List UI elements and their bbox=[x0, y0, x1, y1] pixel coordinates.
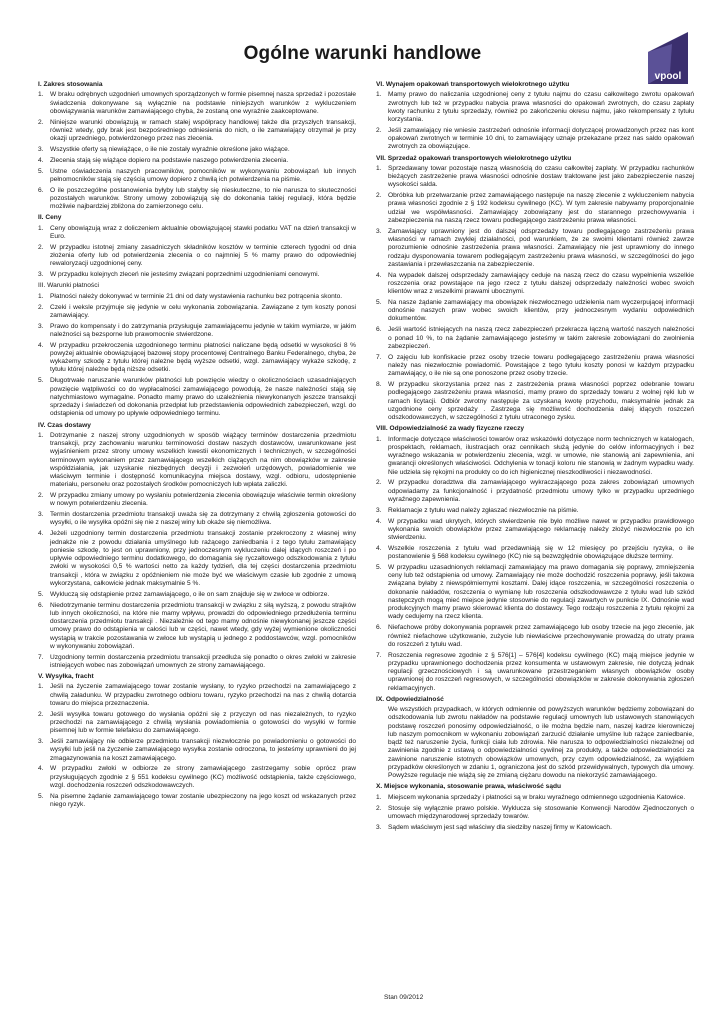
clause-number: 1. bbox=[376, 793, 382, 801]
clause-number: 7. bbox=[376, 651, 382, 659]
clause-number: 3. bbox=[38, 511, 44, 519]
section bbox=[376, 783, 694, 831]
clause-text: W przypadku doradztwa dla zamawiającego wykraczającego poza zakres zobowiązań umownych odpowiadamy za funkcjonalność i przydatność przedmiotu umowy tylko w przypadku uprzedniego wyraźnego zapewnienia. bbox=[388, 479, 694, 503]
clause-item bbox=[38, 157, 356, 165]
clause-text: Miejscem wykonania sprzedaży i płatności są w braku wyraźnego odmiennego uzgodnienia Katowice. bbox=[388, 793, 686, 801]
clause-item bbox=[376, 564, 694, 622]
section bbox=[38, 214, 356, 279]
section bbox=[376, 81, 694, 152]
clause-text: Prawo do kompensaty i do zatrzymania przysługuje zamawiającemu jedynie w takim wymiarze, w jakim należności są bezsporne lub prawomocnie stwierdzone. bbox=[50, 322, 356, 338]
clause-text: Na nasze żądanie zamawiający ma obowiązek niezwłocznego udzielenia nam wyczerpującej informacji odnośnie naszych praw wobec swoich klientów, przy jednoczesnym wydaniu odpowiednich dokumentów. bbox=[388, 298, 694, 323]
clause-text: Sprzedawany towar pozostaje naszą własnością do czasu całkowitej zapłaty. W przypadku rachunków bieżących zastrzeżenie prawa własności odnośnie dostaw traktowane jest jako zabezpieczenie naszej wysokości salda. bbox=[388, 164, 694, 189]
clause-item bbox=[376, 192, 694, 225]
section-title: IV. Czas dostawy bbox=[38, 421, 91, 429]
clause-text: Jeśli zamawiający nie wniesie zastrzeżeń odnośnie informacji dotyczącej prowadzonych przez nas kont opakowań zwrotnych w terminie 10 dni, to zamawiający uznaje przekazane przez nas saldo opakowań zwrotnych za obowiązujące. bbox=[388, 126, 694, 151]
clause-number: 3. bbox=[376, 227, 382, 235]
clause-item bbox=[376, 518, 694, 543]
clause-item bbox=[376, 326, 694, 351]
section bbox=[376, 425, 694, 693]
clause-text: Długotrwałe naruszanie warunków płatności lub powzięcie wiedzy o okolicznościach uzasadniających powzięcie wątpliwości co do wypłacalności zamawiającego powodują, że nasze należności stają się natychmiastowo wymagalne. Ponadto mamy prawo do uzależnienia niewykonanych jeszcze transakcji sprzedaży i świadczeń od dokonania przedpłat lub przedstawienia odpowiednich zabezpieczeń, wzgl. do odstąpienia od umowy po upływie odpowiedniego terminu. bbox=[50, 377, 356, 418]
clause-text: Wszystkie oferty są niewiążące, o ile nie zostały wyraźnie określone jako wiążące. bbox=[50, 145, 290, 153]
clause-text: W przypadku skorzystania przez nas z zastrzeżenia prawa własności poprzez odebranie towaru podlegającego zastrzeżeniu prawa własności, mamy prawo do sprzedaży towaru z wolnej ręki lub w ramach licytacji. Odbiór zwrotny następuje za uzyskaną kwotę przychodu, maksymalnie jednak za uzgodnione ceny sprzedaży . Zastrzega się możliwość dochodzenia dalej idących roszczeń odszkodowawczych, w szczególności z tytułu utraconego zysku. bbox=[388, 381, 694, 421]
clause-number: 2. bbox=[376, 192, 382, 200]
clause-number: 4. bbox=[38, 765, 44, 773]
clause-text: Zlecenia stają się wiążące dopiero na podstawie naszego potwierdzenia zlecenia. bbox=[50, 156, 289, 164]
clause-item bbox=[38, 654, 356, 671]
clause-text: W przypadku uzasadnionych reklamacji zamawiający ma prawo domagania się poprawy, zmniejszenia ceny lub też odstąpienia od umowy. Zamawiający nie może dochodzić roszczenia poprawy, jeśli takowa związana byłaby z niewspółmiernymi kosztami. Dalej idące roszczenia, w szczególności roszczenia o dokonanie nakładów, roszczenia o wymianę lub roszczenia odszkodowawcze z tytułu wad lub szkód następczych mogą mieć miejsce jedynie stosownie do regulacji zawartych w punkcie IX. Odnośnie wad produkcyjnych mamy prawo skierować klienta do dostawcy. Tego rodzaju roszczenia z tytułu rękojmi za wady cedujemy na rzecz klienta. bbox=[388, 563, 694, 621]
clause-number: 7. bbox=[376, 353, 382, 361]
clause-number: 2. bbox=[38, 118, 44, 126]
clause-text: O zajęciu lub konfiskacie przez osoby trzecie towaru podlegającego zastrzeżeniu prawa własności należy nas niezwłocznie powiadomić. Powstające z tego tytułu koszty ponosi w każdym przypadku zamawiający, o ile nie są one ponoszone przez osoby trzecie. bbox=[388, 353, 694, 378]
clause-text: Stosuje się wyłącznie prawo polskie. Wyklucza się stosowanie Konwencji Narodów Zjednoczonych o umowach międzynarodowej sprzedaży towarów. bbox=[388, 804, 694, 820]
clause-number: 7. bbox=[38, 653, 44, 661]
clause-number: 1. bbox=[38, 224, 44, 232]
clause-text: Termin dostarczenia przedmiotu transakcji uważa się za dotrzymany z chwilą zgłoszenia gotowości do wysyłki, o ile wysyłka opóźni się nie z naszej winy lub okaże się niemożliwa. bbox=[50, 511, 356, 527]
clause-number: 2. bbox=[38, 243, 44, 251]
clause-item bbox=[376, 652, 694, 693]
clause-number: 2. bbox=[376, 126, 382, 134]
clause-item bbox=[38, 765, 356, 790]
clause-number: 2. bbox=[38, 710, 44, 718]
clause-number: 2. bbox=[38, 303, 44, 311]
clause-text: W przypadku zwłoki w odbiorze ze strony zamawiającego zastrzegamy sobie oprócz praw przysługujących zgodnie z § 551 kodeksu cywilnego (KC) możliwość odstąpienia, także częściowego, wzgl. dochodzenia roszczeń odszkodowawczych. bbox=[50, 765, 356, 789]
logo-text: vpool bbox=[654, 71, 682, 82]
clause-text: Reklamacje z tytułu wad należy zgłaszać niezwłocznie na piśmie. bbox=[388, 506, 579, 514]
clause-number: 1. bbox=[376, 164, 382, 172]
clause-item bbox=[38, 711, 356, 736]
clause-item bbox=[376, 436, 694, 477]
clause-text: Obróbka lub przetwarzanie przez zamawiającego następuje na naszę zlecenie z wykluczeniem nabycia prawa własności zgodnie z § 192 kodeksu cywilnego (KC). W tym zakresie nabywamy proporcjonalnie udział we współwłasności. Zamawiający zobowiązany jest do starannego przechowywania i zabezpieczenia na naszą rzecz towaru podlegającego zastrzeżeniu prawa własności. bbox=[388, 192, 694, 224]
clause-text: Dotrzymanie z naszej strony uzgodnionych w sposób wiążący terminów dostarczenia przedmiotu transakcji, przy zachowaniu warunku terminowości dostaw naszych dostawców, uwarunkowane jest wyjaśnieniem przez strony umowy wszelkich kwestii ekonomicznych i technicznych, w szczególności terminowym wykonaniem przez zamawiającego wszelkich ciążących na nim obowiązków w zakresie współdziałania, jak uzyskanie niezbędnych decyzji i zezwoleń urzędowych, powiadomienie we właściwym terminie i dostępność komunikacyjna miejsca dostawy, wzgl. odbioru, udostępnienie materiału, personelu oraz pozostałych środków pomocniczych lub wpłata zaliczki. bbox=[50, 431, 356, 489]
clause-text: W braku odrębnych uzgodnień umownych sporządzonych w formie pisemnej nasza sprzedaż i pozostałe świadczenia dokonywane są wyłącznie na podstawie niniejszych warunków z wykluczeniem obowiązywania warunków zamawiającego chyba, że zostaną one wyraźnie zaakceptowane. bbox=[50, 91, 356, 115]
clause-text: Na wypadek dalszej odsprzedaży zamawiający ceduje na naszą rzecz do czasu wypełnienia wszelkie roszczenia oraz powstające na jego rzecz z tytułu dalszej odsprzedaży należności wobec swoich klientów wraz z wszelkimi prawami ubocznymi. bbox=[388, 271, 694, 296]
section bbox=[38, 422, 356, 671]
clause-text: W przypadku zmiany umowy po wysłaniu potwierdzenia zlecenia obowiązuje właściwie termin określony w nowym potwierdzeniu zlecenia. bbox=[50, 492, 356, 508]
clause-text: W przypadku wad ukrytych, których stwierdzenie nie było możliwe nawet w przypadku prawidłowego wykonania swoich obowiązków przez zamawiającego reklamację należy złożyć niezwłocznie po ich stwierdzeniu. bbox=[388, 517, 694, 542]
clause-item bbox=[38, 342, 356, 375]
clause-item bbox=[38, 377, 356, 418]
clause-item bbox=[376, 824, 694, 832]
clause-item bbox=[376, 299, 694, 324]
clause-text: Mamy prawo do naliczania uzgodnionej ceny z tytułu najmu do czasu całkowitego zwrotu opakowań zwrotnych lub też w przypadku nabycia prawa własności do opakowań zwrotnych, do czasu zapłaty kwoty rachunku z tytułu sprzedaży, również po zakończeniu okresu najmu, jako rekompensaty z tytułu korzystania. bbox=[388, 91, 694, 123]
clause-paragraph: We wszystkich przypadkach, w których odmiennie od powyższych warunków będziemy zobowiązani do odszkodowania lub zwrotu nakładów na podstawie regulacji umownych lub ustawowych stanowiących podstawę roszczeń ponosimy odpowiedzialność, o ile można będzie nam, naszej kadrze kierowniczej lub naszym pomocnikom w wykonaniu zobowiązań zarzucić działanie umyślne lub rażące zaniedbanie, bądź też naruszenie życia, funkcji ciała lub zdrowia. Nie narusza to odpowiedzialności niezależnej od zawinienia zgodnie z ustawą o odpowiedzialności cywilnej za produkty, a także odpowiedzialności za zawinione naruszenie istotnych obowiązków umownych, przy czym odpowiedzialność, za wyjątkiem przypadków określonych w zdaniu 1, ograniczona jest do szkód przewidywalnych, typowych dla umowy. Powyższe regulacje nie wiążą się ze zmianą ciężaru dowodu na niekorzyść zamawiającego. bbox=[388, 706, 694, 780]
clause-number: 4. bbox=[38, 341, 44, 349]
clause-item bbox=[38, 591, 356, 599]
clause-item bbox=[376, 165, 694, 190]
clause-item bbox=[38, 187, 356, 212]
clause-item bbox=[38, 119, 356, 144]
clause-item bbox=[38, 293, 356, 301]
clause-text: Jeżeli uzgodniony termin dostarczenia przedmiotu transakcji zostanie przekroczony z własnej winy jednakże nie z powodu działania umyślnego lub rażącego zaniedbania i z tego tytułu zamawiający poniesie szkodę, to jest on uprawniony, przy jednoczesnym wykluczeniu dalej idących roszczeń i po upływie odpowiedniego terminu dodatkowego, do domagania się ryczałtowego odszkodowania z tytułu zwłoki w wysokości 0,5 % wartości netto za każdy tydzień, dla tej części dostarczenia przedmiotu transakcji , która w związku z opóźnieniem nie może być we właściwym czasie lub zgodnie z umową wykorzystana, całkowicie jednak maksymalnie 5 %. bbox=[50, 530, 356, 587]
clause-text: Jeśli na życzenie zamawiającego towar zostanie wysłany, to ryzyko przechodzi na zamawiającego z chwilą załadunku. W przypadku zwrotnego odbioru towaru, ryzyko przechodzi na nas z chwilą dotarcia towaru do miejsca przeznaczenia. bbox=[50, 683, 356, 707]
clause-item bbox=[38, 323, 356, 340]
clause-item bbox=[376, 479, 694, 504]
clause-item bbox=[376, 794, 694, 802]
clause-item bbox=[38, 168, 356, 185]
clause-text: Zamawiający uprawniony jest do dalszej odsprzedaży towaru podlegającego zastrzeżeniu prawa własności w ramach zwykłej działalności, pod warunkiem, że ze swoimi klientami również zawrze porozumienie odnośnie zastrzeżenia prawa własności. Zamawiający nie jest uprawniony do innego rodzaju dysponowania towarem podlegającym zastrzeżeniu prawa własności, w szczególności do jego zastawiania i przewłaszczania na zabezpieczenie. bbox=[388, 227, 694, 268]
clause-item bbox=[38, 432, 356, 490]
clause-number: 1. bbox=[38, 683, 44, 691]
clause-text: Niedotrzymanie terminu dostarczenia przedmiotu transakcji w związku z siłą wyższą, z powodu strajków lub innych okoliczności, na które nie mamy wpływu, prowadzi do odpowiedniego przedłużenia terminu dostarczenia przedmiotu transakcji . Niezależnie od tego mamy odnośnie niewykonanej jeszcze części umowy prawo do odstąpienia w całości lub w części, nawet wtedy, gdy wyżej wymienione okoliczności wystąpią w trakcie pozostawania w zwłoce lub wystąpią u jednego z poddostawców, wzgl. pomocników w wykonywaniu zobowiązań. bbox=[50, 601, 356, 650]
clause-item bbox=[38, 793, 356, 810]
clause-number: 6. bbox=[376, 624, 382, 632]
clause-text: W przypadku kolejnych zleceń nie jesteśmy związani poprzednimi uzgodnieniami cenowymi. bbox=[50, 271, 320, 279]
clause-item bbox=[376, 545, 694, 562]
left-column bbox=[38, 81, 356, 812]
clause-number: 6. bbox=[38, 601, 44, 609]
clause-number: 4. bbox=[376, 517, 382, 525]
section-title: VIII. Odpowiedzialność za wady fizyczne rzeczy bbox=[376, 425, 525, 433]
section-title: II. Ceny bbox=[38, 214, 62, 222]
clause-item bbox=[38, 602, 356, 652]
right-column bbox=[376, 81, 694, 835]
clause-text: Sądem właściwym jest sąd właściwy dla siedziby naszej firmy w Katowicach. bbox=[388, 823, 612, 831]
clause-number: 5. bbox=[376, 298, 382, 306]
clause-number: 3. bbox=[38, 271, 44, 279]
clause-item bbox=[38, 304, 356, 321]
clause-number: 2. bbox=[376, 479, 382, 487]
section bbox=[376, 696, 694, 781]
section bbox=[38, 282, 356, 418]
clause-text: Wszelkie roszczenia z tytułu wad przedawniają się w 12 miesięcy po przejściu ryzyka, o ile postanowienie § 568 kodeksu cywilnego (KC) nie są bezwzględnie obowiązujące dłuższe terminy. bbox=[388, 544, 694, 561]
section bbox=[38, 673, 356, 809]
clause-item bbox=[38, 738, 356, 763]
section bbox=[376, 155, 694, 423]
section-title: IX. Odpowiedzialność bbox=[376, 695, 444, 703]
page-title: Ogólne warunki handlowe bbox=[243, 43, 482, 64]
clause-text: Niefachowe próby dokonywania poprawek przez zamawiającego lub osoby trzecie na jego zlecenie, jak również niefachowe użytkowanie, zużycie lub niewłaściwe przechowywanie prowadzą do utraty prawa do roszczeń z tytułu wad. bbox=[388, 624, 694, 648]
clause-text: Roszczenia regresowe zgodnie z § 576[1] – 576[4] kodeksu cywilnego (KC) mają miejsce jedynie w przypadku uprawnionego dochodzenia przez konsumenta w ustawowym zakresie, nie dotyczą jednak regulacji grzecznościowych i są uwarunkowane przestrzeganiem własnych obowiązków osoby uprawnionej do roszczeń regresowych, w szczególności obowiązków w zakresie dokonywania zgłoszeń reklamacyjnych. bbox=[388, 651, 694, 692]
clause-number: 1. bbox=[38, 431, 44, 439]
clause-number: 1. bbox=[38, 292, 44, 300]
clause-text: Jeśli zamawiający nie odbierze przedmiotu transakcji niezwłocznie po powiadomieniu o gotowości do wysyłki lub jeśli na życzenie zamawiającego wysyłka zostanie odroczona, to jesteśmy uprawnieni do jej zmagazynowania na koszt zamawiającego. bbox=[50, 738, 356, 762]
clause-item bbox=[38, 511, 356, 528]
clause-text: Wykluczą się odstąpienie przez zamawiającego, o ile on sam znajduje się w zwłoce w odbiorze. bbox=[50, 590, 330, 598]
clause-number: 1. bbox=[38, 91, 44, 99]
section-title: VI. Wynajem opakowań transportowych wielokrotnego użytku bbox=[376, 81, 570, 88]
clause-item bbox=[38, 271, 356, 279]
clause-number: 3. bbox=[38, 322, 44, 330]
clause-text: Płatności należy dokonywać w terminie 21 dni od daty wystawienia rachunku bez potrącenia skonto. bbox=[50, 292, 343, 300]
clause-number: 4. bbox=[38, 530, 44, 538]
version-footer: Stan 09/2012 bbox=[384, 994, 424, 1001]
clause-number: 5. bbox=[38, 377, 44, 385]
clause-item bbox=[376, 91, 694, 124]
clause-item bbox=[38, 683, 356, 708]
clause-number: 5. bbox=[38, 792, 44, 800]
section-title: VII. Sprzedaż opakowań transportowych wielokrotnego użytku bbox=[376, 154, 572, 162]
clause-text: Ustne oświadczenia naszych pracowników, pomocników w wykonywaniu zobowiązań lub innych pełnomocników stają się częścią umowy dopiero z chwilą ich potwierdzenia na piśmie. bbox=[50, 167, 356, 183]
clause-number: 5. bbox=[38, 167, 44, 175]
clause-number: 2. bbox=[38, 492, 44, 500]
clause-number: 3. bbox=[38, 145, 44, 153]
clause-item bbox=[38, 530, 356, 588]
clause-number: 1. bbox=[376, 91, 382, 99]
clause-number: 3. bbox=[38, 738, 44, 746]
clause-item bbox=[38, 225, 356, 242]
clause-number: 4. bbox=[376, 271, 382, 279]
section-title: III. Warunki płatności bbox=[38, 282, 99, 290]
clause-item bbox=[38, 244, 356, 269]
clause-text: O ile poszczególne postanowienia byłyby lub stałyby się nieskuteczne, to nie narusza to skuteczności pozostałych warunków. Strony umowy zobowiązują się do dokonania takiej regulacji, która będzie możliwie najbardziej zbliżona do zamierzonego celu. bbox=[50, 186, 356, 211]
clause-item bbox=[376, 624, 694, 649]
clause-text: Jeśli wysyłka towaru gotowego do wysłania opóźni się z przyczyn od nas niezależnych, to ryzyko przechodzi na zamawiającego z chwilą wysłania powiadomienia o gotowości do wysyłki w formie pisemnej lub w formie telefaksu do zamawiającego. bbox=[50, 710, 356, 735]
clause-item bbox=[38, 91, 356, 116]
clause-number: 3. bbox=[376, 823, 382, 831]
clause-number: 8. bbox=[376, 381, 382, 388]
section-title: X. Miejsce wykonania, stosowanie prawa, właściwość sądu bbox=[376, 783, 562, 791]
clause-item bbox=[376, 228, 694, 269]
clause-text: Informacje dotyczące właściwości towarów oraz wskazówki dotyczące norm technicznych w katalogach, prospektach, reklamach, ilustracjach oraz cennikach służą jedynie do celów informacyjnych i bez wyraźnego wskazania w potwierdzeniu zlecenia, wzgl. w umowie, nie stanowią ani zapewnienia, ani gwarancji określonych właściwości. Odchylenia w tonacji koloru nie stanowią w żadnym wypadku wady. Nie udziela się rękojmi na produkty co do ich higienicznej nieszkodliwości i niezawodności. bbox=[388, 435, 694, 476]
clause-item bbox=[376, 381, 694, 422]
section bbox=[38, 81, 356, 211]
clause-item bbox=[376, 805, 694, 822]
clause-item bbox=[38, 492, 356, 509]
clause-number: 1. bbox=[376, 435, 382, 443]
clause-text: Niniejsze warunki obowiązują w ramach stałej współpracy handlowej także dla przyszłych transakcji, również wtedy, gdy brak jest bezpośredniego odniesienia do nich, o ile zamawiający otrzymał je przy okazji uprzedniego, potwierdzonego przez nas zlecenia. bbox=[50, 118, 356, 143]
clause-number: 6. bbox=[38, 186, 44, 194]
clause-text: W przypadku przekroczenia uzgodnionego terminu płatności naliczane będą odsetki w wysokości 8 % powyżej aktualnie obowiązującej bazowej stopy procentowej Centralnego Banku Federalnego, chyba, że wykażemy szkodę z tytułu której należne będą wyższe odsetki, wzgl. zamawiający wykaże szkodę, z tytułu której należne będą niższe odsetki. bbox=[50, 341, 356, 374]
clause-text: Na pisemne żądanie zamawiającego towar zostanie ubezpieczony na jego koszt od wskazanych przez niego ryzyk. bbox=[50, 792, 356, 808]
clause-text: Ceny obowiązują wraz z doliczeniem aktualnie obowiązującej stawki podatku VAT na dzień transakcji w Euro. bbox=[50, 224, 356, 240]
clause-text: Uzgodniony termin dostarczenia przedmiotu transakcji przedłuża się ponadto o okres zwłoki w zakresie istniejących wobec nas zobowiązań umownych ze strony zamawiającego. bbox=[50, 653, 356, 669]
clause-item bbox=[376, 272, 694, 297]
clause-item bbox=[376, 127, 694, 152]
vpool-logo bbox=[644, 32, 692, 84]
section-title: V. Wysyłka, fracht bbox=[38, 673, 94, 681]
clause-item bbox=[38, 146, 356, 154]
clause-number: 3. bbox=[376, 506, 382, 514]
clause-number: 4. bbox=[376, 544, 382, 552]
clause-item bbox=[376, 507, 694, 515]
clause-text: Jeśli wartość istniejących na naszą rzecz zabezpieczeń przekracza łączną wartość naszych należności o ponad 10 %, to na żądanie zamawiającego jesteśmy w takim zakresie zobowiązani do zwolnienia zabezpieczeń. bbox=[388, 326, 694, 350]
clause-text: Czeki i weksle przyjmuje się jedynie w celu wykonania zobowiązania. Zawiązane z tym koszty ponosi zamawiający. bbox=[50, 303, 356, 319]
clause-number: 5. bbox=[38, 590, 44, 598]
clause-number: 4. bbox=[38, 156, 44, 164]
section-title: I. Zakres stosowania bbox=[38, 81, 103, 88]
clause-item bbox=[376, 354, 694, 379]
clause-number: 6. bbox=[376, 326, 382, 334]
clause-number: 2. bbox=[376, 804, 382, 812]
clause-number: 5. bbox=[376, 563, 382, 571]
clause-text: W przypadku istotnej zmiany zasadniczych składników kosztów w terminie czterech tygodni od dnia złożenia oferty lub od potwierdzenia zlecenia o co najmniej 5 % mamy prawo do odpowiedniej rewaloryzacji uzgodnionej ceny. bbox=[50, 243, 356, 268]
